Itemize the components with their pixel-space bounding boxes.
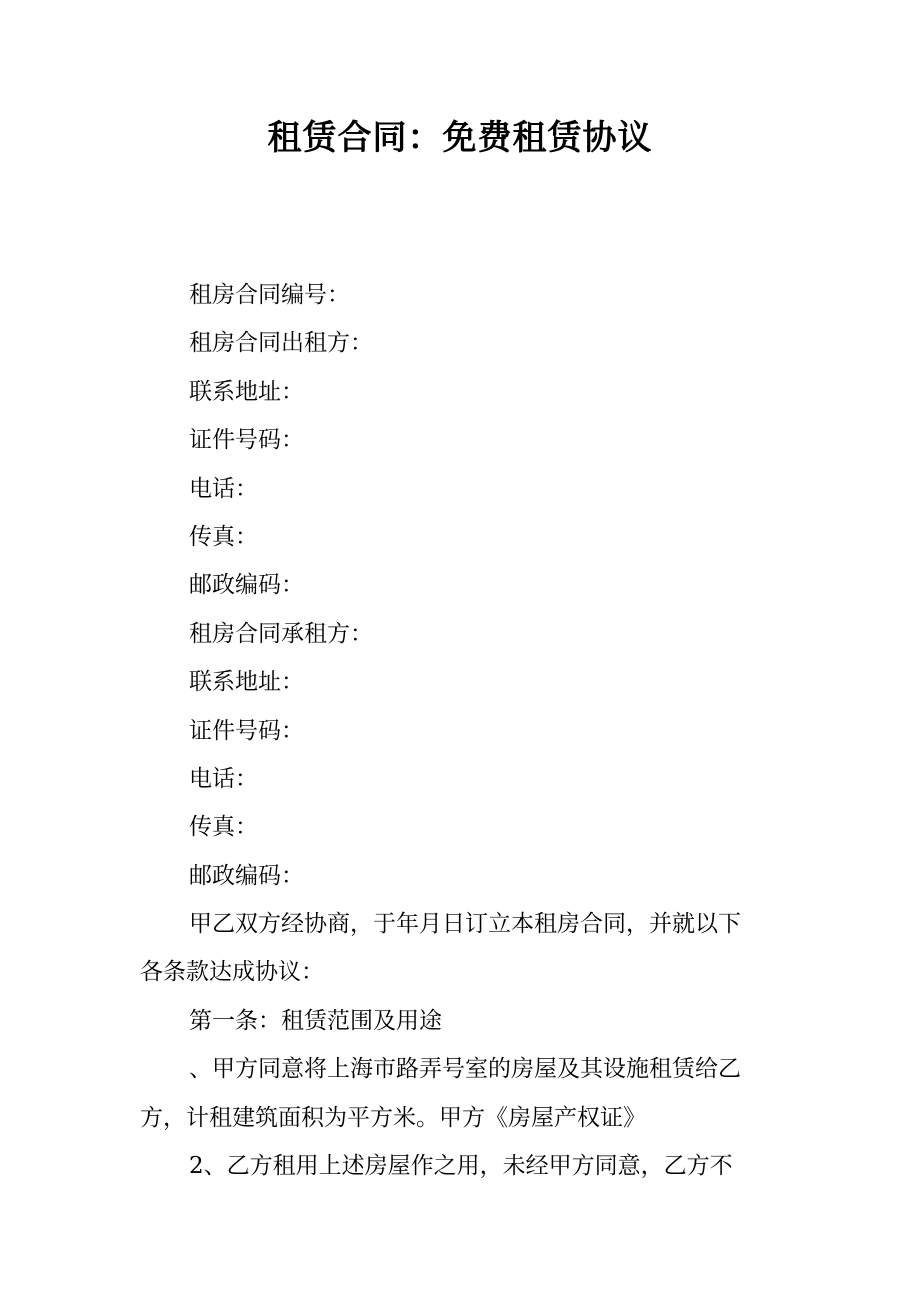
field-lessee-id-number: 证件号码： bbox=[189, 717, 304, 744]
clause-1-line-1: 、甲方同意将上海市路弄号室的房屋及其设施租赁给乙 bbox=[189, 1056, 741, 1083]
field-lessee-postcode: 邮政编码： bbox=[189, 862, 304, 889]
field-lessor-fax: 传真： bbox=[189, 523, 258, 550]
field-lessor-postcode: 邮政编码： bbox=[189, 572, 304, 599]
paragraph-intro-line-2: 各条款达成协议： bbox=[140, 959, 324, 986]
article-1-heading: 第一条：租赁范围及用途 bbox=[189, 1007, 442, 1034]
field-lessor: 租房合同出租方： bbox=[189, 330, 373, 357]
field-lessor-address: 联系地址： bbox=[189, 378, 304, 405]
field-lessee: 租房合同承租方： bbox=[189, 620, 373, 647]
clause-1-line-2: 方，计租建筑面积为平方米。甲方《房屋产权证》 bbox=[140, 1104, 646, 1131]
clause-2-line-1: 2、乙方租用上述房屋作之用，未经甲方同意，乙方不 bbox=[189, 1153, 733, 1180]
field-lessor-phone: 电话： bbox=[189, 475, 258, 502]
field-lessor-id-number: 证件号码： bbox=[189, 427, 304, 454]
field-lessee-address: 联系地址： bbox=[189, 669, 304, 696]
field-lessee-fax: 传真： bbox=[189, 814, 258, 841]
document-body bbox=[140, 271, 785, 1190]
document-title: 租赁合同：免费租赁协议 bbox=[267, 118, 653, 158]
field-lessee-phone: 电话： bbox=[189, 765, 258, 792]
field-contract-number: 租房合同编号： bbox=[189, 282, 350, 308]
paragraph-intro-line-1: 甲乙双方经协商，于年月日订立本租房合同，并就以下 bbox=[189, 911, 741, 938]
